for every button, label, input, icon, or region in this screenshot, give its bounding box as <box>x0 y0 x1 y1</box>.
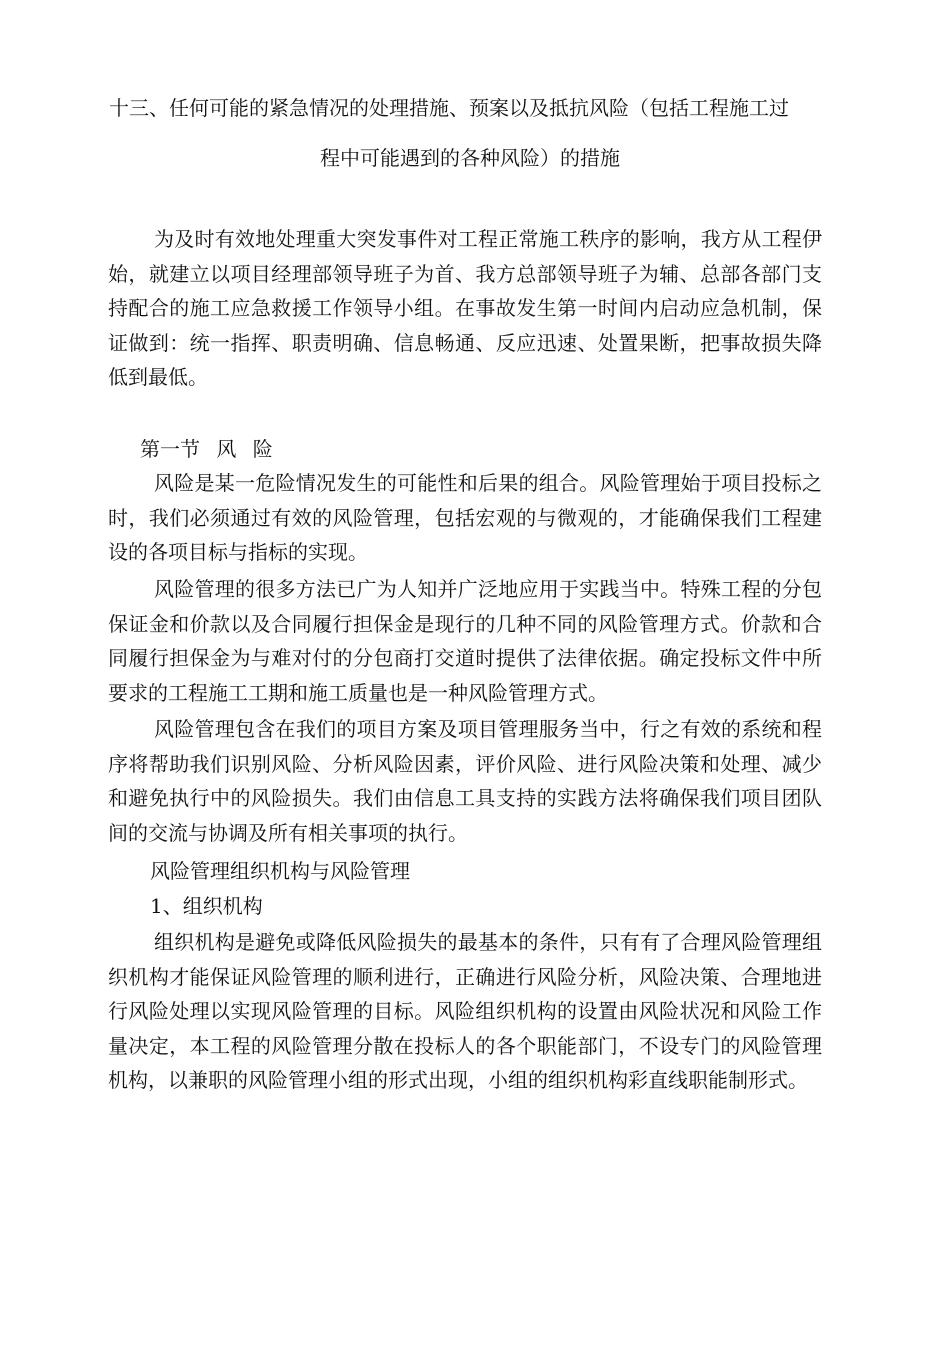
risk-definition-paragraph: 风险是某一危险情况发生的可能性和后果的组合。风险管理始于项目投标之时，我们必须通过有效的风险管理，包括宏观的与微观的，才能确保我们工程建设的各项目标与指标的实现。 <box>108 471 822 565</box>
risk-included-paragraph: 风险管理包含在我们的项目方案及项目管理服务当中，行之有效的系统和程序将帮助我们识别风险、分析风险因素，评价风险、进行风险决策和处理、减少和避免执行中的风险损失。我们由信息工具支持的实践方法将确保我们项目团队间的交流与协调及所有相关事项的执行。 <box>108 717 822 845</box>
document-title-line-2: 程中可能遇到的各种风险）的措施 <box>320 146 620 170</box>
org-heading: 风险管理组织机构与风险管理 <box>150 859 410 883</box>
document-title-line-1: 十三、任何可能的紧急情况的处理措施、预案以及抵抗风险（包括工程施工过 <box>109 96 789 120</box>
org-subheading: 1、组织机构 <box>150 894 263 918</box>
intro-paragraph: 为及时有效地处理重大突发事件对工程正常施工秩序的影响，我方从工程伊始，就建立以项目经理部领导班子为首、我方总部领导班子为辅、总部各部门支持配合的施工应急救援工作领导小组。在事故发生第一时间内启动应急机制，保证做到：统一指挥、职责明确、信息畅通、反应迅速、处置果断，把事故损失降低到最低。 <box>108 227 822 390</box>
risk-methods-paragraph: 风险管理的很多方法已广为人知并广泛地应用于实践当中。特殊工程的分包保证金和价款以及合同履行担保金是现行的几种不同的风险管理方式。价款和合同履行担保金为与难对付的分包商打交道时提供了法律依据。确定投标文件中所要求的工程施工工期和施工质量也是一种风险管理方式。 <box>108 577 822 705</box>
org-paragraph: 组织机构是避免或降低风险损失的最基本的条件，只有有了合理风险管理组织机构才能保证风险管理的顺利进行，正确进行风险分析，风险决策、合理地进行风险处理以实现风险管理的目标。风险组织机构的设置由风险状况和风险工作量决定，本工程的风险管理分散在投标人的各个职能部门，不设专门的风险管理机构，以兼职的风险管理小组的形式出现，小组的组织机构彩直线职能制形式。 <box>108 930 822 1093</box>
section-heading: 第一节 风 险 <box>140 437 273 461</box>
